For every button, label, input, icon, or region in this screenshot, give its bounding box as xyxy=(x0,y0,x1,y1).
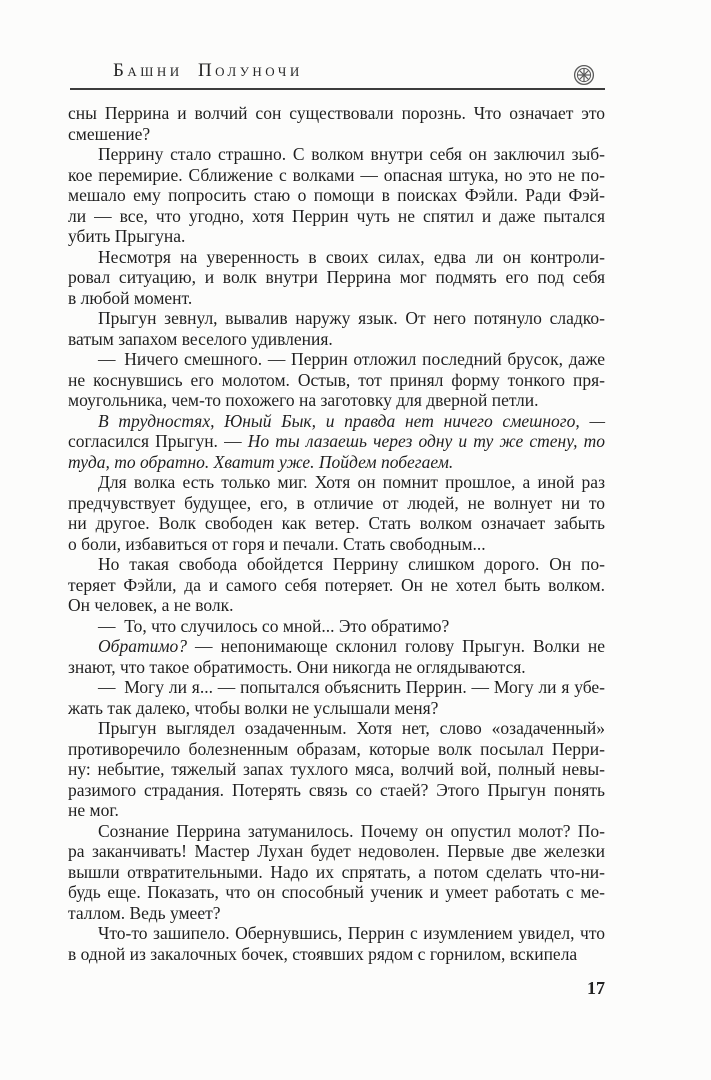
text-line: смешение? xyxy=(68,123,151,144)
text-line: знают, что такое обратимость. Они никогда не оглядываются. xyxy=(68,656,526,677)
text-line: Сознание Перрина затуманилось. Почему он опустил молот? По- xyxy=(98,820,605,841)
text-line: ну: небытие, тяжелый запах тухлого мяса, волчий вой, полный невы- xyxy=(68,759,605,779)
text-line: согласился Прыгун. — Но ты лазаешь через одну и ту же стену, то xyxy=(68,431,605,451)
text-line: в любой момент. xyxy=(68,287,193,308)
paragraph xyxy=(68,923,605,964)
paragraph xyxy=(68,103,605,144)
text-line: таллом. Ведь умеет? xyxy=(68,902,221,923)
text-line: Несмотря на уверенность в своих силах, едва ли он контроли- xyxy=(98,246,605,267)
paragraph xyxy=(68,349,605,411)
paragraph xyxy=(68,554,605,616)
text-line: сны Перрина и волчий сон существовали порознь. Что означает это xyxy=(68,103,605,123)
paragraph xyxy=(68,308,605,349)
page-body xyxy=(68,103,605,964)
paragraph xyxy=(68,718,605,821)
text-line: Перрину стало страшно. С волком внутри себя он заключил зыб- xyxy=(98,144,605,164)
text-line: не коснувшись его молотом. Остыв, тот принял форму тонкого пря- xyxy=(68,369,605,390)
text-line: Он человек, а не волк. xyxy=(68,595,234,615)
text-line: противоречило болезненным образам, которые волк посылал Перри- xyxy=(68,738,605,759)
text-line: предчувствует будущее, его, в отличие от людей, не волнует ни то xyxy=(68,492,605,513)
wheel-ornament-icon xyxy=(573,64,595,86)
paragraph xyxy=(68,472,605,554)
paragraph xyxy=(68,411,605,473)
text-line: Что-то зашипело. Обернувшись, Перрин с изумлением увидел, что xyxy=(98,923,605,943)
header-rule xyxy=(70,88,605,90)
text-line: не мог. xyxy=(68,800,119,820)
text-line: Для волка есть только миг. Хотя он помнит прошлое, а иной раз xyxy=(98,472,605,492)
text-line: Обратимо? — непонимающе склонил голову Прыгун. Волки не xyxy=(98,636,605,656)
text-line: ни другое. Волк свободен как ветер. Стать волком означает забыть xyxy=(68,513,605,533)
text-line: ватым запахом веселого удивления. xyxy=(68,328,333,349)
paragraph xyxy=(68,636,605,677)
header-title: Башни Полуночи xyxy=(113,60,303,81)
paragraph xyxy=(68,821,605,924)
running-header xyxy=(70,56,605,90)
text-line: в одной из закалочных бочек, стоявших рядом с горнилом, вскипела xyxy=(68,943,578,964)
text-line: мешало ему попросить стаю о помощи в поисках Фэйли. Ради Фэй- xyxy=(68,185,605,205)
paragraph xyxy=(68,144,605,247)
text-line: кое перемирие. Сближение с волками — опасная штука, но это не по- xyxy=(68,164,605,185)
text-line: о боли, избавиться от горя и печали. Стать свободным... xyxy=(68,533,486,554)
text-line: В трудностях, Юный Бык, и правда нет ничего смешного, — xyxy=(98,410,605,431)
page-number: 17 xyxy=(587,978,605,998)
text-line: теряет Фэйли, да и самого себя потеряет. Он не хотел быть волком. xyxy=(68,574,605,595)
text-line: будь еще. Показать, что он способный ученик и умеет работать с ме- xyxy=(68,882,605,902)
paragraph xyxy=(68,677,605,718)
text-line: ра заканчивать! Мастер Лухан будет недоволен. Первые две железки xyxy=(68,841,605,861)
text-line: моугольника, чем-то похожего на заготовку для дверной петли. xyxy=(68,390,539,410)
text-line: разимого страдания. Потерять связь со стаей? Этого Прыгун понять xyxy=(68,779,605,800)
text-line: Но такая свобода обойдется Перрину слишком дорого. Он по- xyxy=(98,554,605,574)
paragraph xyxy=(68,616,605,637)
text-line: жать так далеко, чтобы волки не услышали меня? xyxy=(68,697,439,718)
text-line: туда, то обратно. Хватит уже. Пойдем побегаем. xyxy=(68,451,454,472)
text-line: — То, что случилось со мной... Это обратимо? xyxy=(98,615,450,636)
text-line: ровал ситуацию, и волк внутри Перрина мог подмять его под себя xyxy=(68,267,605,287)
text-line: — Ничего смешного. — Перрин отложил последний брусок, даже xyxy=(98,349,605,369)
text-line: ли — все, что угодно, хотя Перрин чуть не спятил и даже пытался xyxy=(68,205,605,226)
paragraph xyxy=(68,247,605,309)
text-line: Прыгун зевнул, вывалив наружу язык. От него потянуло сладко- xyxy=(98,308,605,328)
text-line: Прыгун выглядел озадаченным. Хотя нет, слово «озадаченный» xyxy=(98,718,605,738)
text-line: — Могу ли я... — попытался объяснить Перрин. — Могу ли я убе- xyxy=(98,677,605,697)
text-line: убить Прыгуна. xyxy=(68,226,186,246)
text-line: вышли отвратительными. Надо их спрятать, а потом сделать что-ни- xyxy=(68,861,605,882)
